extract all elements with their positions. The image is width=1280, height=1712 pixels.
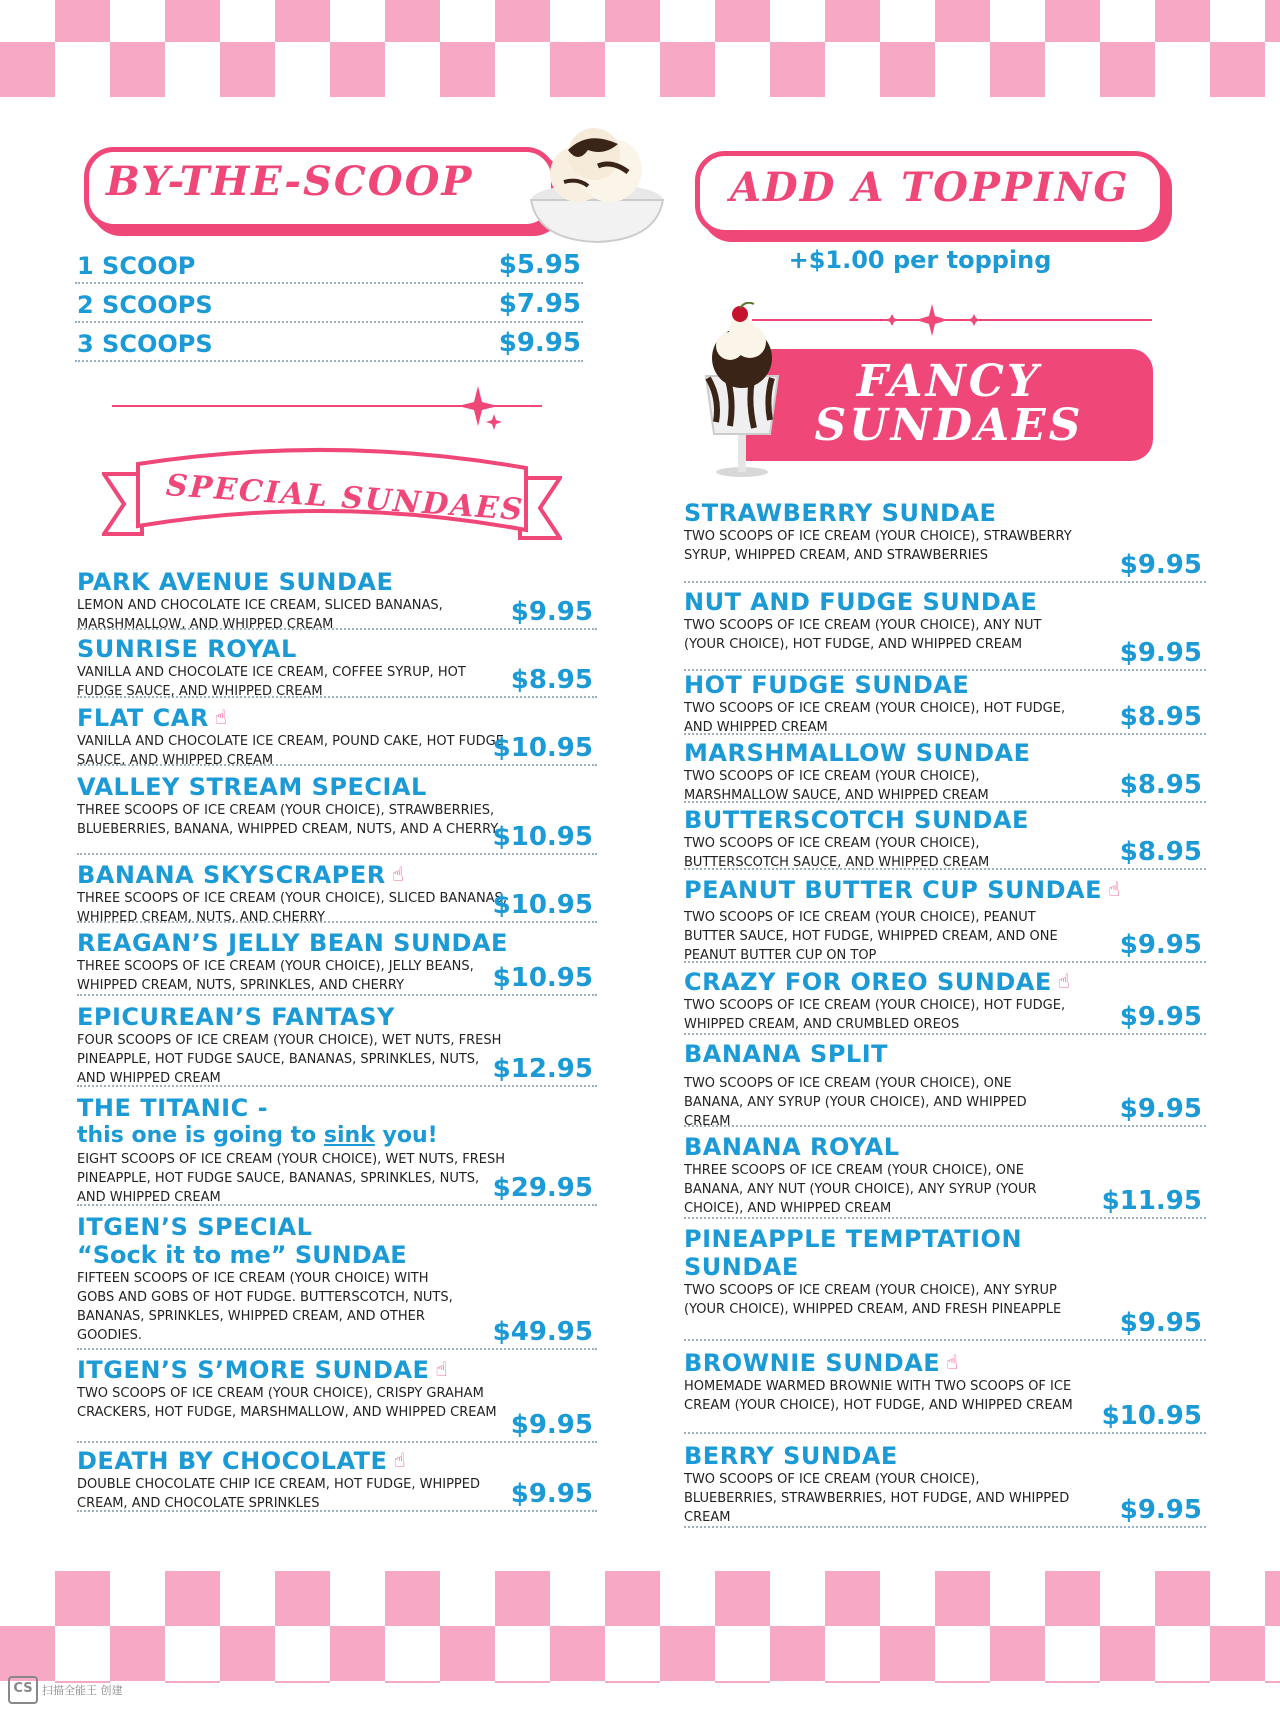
item-price: $9.95 (1119, 1495, 1202, 1525)
item-name: MARSHMALLOW SUNDAE (684, 739, 1031, 767)
item-desc: TWO SCOOPS OF ICE CREAM (YOUR CHOICE), HOT FUDGE, WHIPPED CREAM, AND CRUMBLED OREOS (684, 998, 1066, 1032)
scanner-watermark: 扫描全能王 创建 (42, 1684, 123, 1697)
hand-thumbs-up-icon: ☝ (1107, 877, 1121, 901)
item-desc: TWO SCOOPS OF ICE CREAM (YOUR CHOICE), ANY NUT (YOUR CHOICE), HOT FUDGE, AND WHIPPED CREAM (684, 618, 1042, 652)
item-price: $8.95 (510, 665, 593, 695)
item-price: $9.95 (1119, 1002, 1202, 1032)
item-desc: TWO SCOOPS OF ICE CREAM (YOUR CHOICE), CRISPY GRAHAM CRACKERS, HOT FUDGE, MARSHMALLOW, AND WHIPPED CREAM (77, 1386, 497, 1420)
checker-border-top (0, 0, 1280, 97)
item-price: $49.95 (492, 1317, 593, 1347)
item-price: $9.95 (510, 1410, 593, 1440)
scanner-badge: CS (8, 1676, 38, 1704)
menu-item-hot-fudge (684, 671, 1206, 735)
item-desc: THREE SCOOPS OF ICE CREAM (YOUR CHOICE), STRAWBERRIES, BLUEBERRIES, BANANA, WHIPPED CREAM, NUTS, AND A CHERRY (77, 803, 499, 837)
item-name: PINEAPPLE TEMPTATION (684, 1225, 1023, 1253)
hand-thumbs-up-icon: ☝ (946, 1350, 959, 1374)
item-price: $10.95 (492, 733, 593, 763)
hand-thumbs-up-icon: ☝ (214, 705, 228, 729)
item-price: $10.95 (492, 963, 593, 993)
sparkle-icon (968, 314, 980, 326)
item-desc: THREE SCOOPS OF ICE CREAM (YOUR CHOICE), JELLY BEANS, WHIPPED CREAM, NUTS, SPRINKLES, AND CHERRY (77, 959, 474, 993)
item-desc: TWO SCOOPS OF ICE CREAM (YOUR CHOICE), ONE BANANA, ANY SYRUP (YOUR CHOICE), AND WHIPPED CREAM (684, 1076, 1027, 1129)
menu-item-peanut-butter-cup (684, 875, 1206, 963)
menu-item-strawberry-sundae (684, 499, 1206, 583)
menu-item-brownie-sundae (684, 1348, 1206, 1434)
item-desc: VANILLA AND CHOCOLATE ICE CREAM, POUND CAKE, HOT FUDGE SAUCE, AND WHIPPED CREAM (77, 734, 504, 768)
item-name: BROWNIE SUNDAE (684, 1349, 941, 1377)
hand-thumbs-up-icon: ☝ (1057, 969, 1071, 993)
fancy-sundaes-title-line1: FANCY (856, 356, 1042, 407)
item-price: $9.95 (1119, 550, 1202, 580)
menu-item-banana-split (684, 1040, 1206, 1127)
menu-item-nut-and-fudge (684, 588, 1206, 671)
item-desc: TWO SCOOPS OF ICE CREAM (YOUR CHOICE), ANY SYRUP (YOUR CHOICE), WHIPPED CREAM, AND FRESH PINEAPPLE (684, 1283, 1062, 1317)
scoop-price: $5.95 (498, 250, 581, 280)
menu-item-valley-stream (77, 773, 597, 855)
menu-item-berry-sundae (684, 1442, 1206, 1528)
item-price: $9.95 (510, 597, 593, 627)
scoop-row (75, 326, 583, 362)
item-subtitle: this one is going to (77, 1123, 324, 1148)
item-desc: THREE SCOOPS OF ICE CREAM (YOUR CHOICE), SLICED BANANAS, WHIPPED CREAM, NUTS, AND CHERRY (77, 891, 507, 925)
item-name: ITGEN’S SPECIAL (77, 1213, 313, 1241)
menu-item-flat-car (77, 703, 597, 766)
menu-item-park-avenue (77, 568, 597, 630)
item-desc: FIFTEEN SCOOPS OF ICE CREAM (YOUR CHOICE) WITH GOBS AND GOBS OF HOT FUDGE. BUTTERSCOTCH, NUTS, BANANAS, SPRINKLES, WHIPPED CREAM, AND OTHER GOODIES. (77, 1271, 453, 1343)
item-desc: DOUBLE CHOCOLATE CHIP ICE CREAM, HOT FUDGE, WHIPPED CREAM, AND CHOCOLATE SPRINKLES (77, 1477, 480, 1511)
item-desc: TWO SCOOPS OF ICE CREAM (YOUR CHOICE), STRAWBERRY SYRUP, WHIPPED CREAM, AND STRAWBERRIES (684, 529, 1072, 563)
item-price: $10.95 (492, 890, 593, 920)
item-name: THE TITANIC - (77, 1094, 269, 1122)
item-name: BUTTERSCOTCH SUNDAE (684, 806, 1029, 834)
menu-item-the-titanic (77, 1094, 597, 1206)
item-desc: VANILLA AND CHOCOLATE ICE CREAM, COFFEE SYRUP, HOT FUDGE SAUCE, AND WHIPPED CREAM (77, 665, 466, 699)
item-price: $12.95 (492, 1054, 593, 1084)
item-desc: THREE SCOOPS OF ICE CREAM (YOUR CHOICE), ONE BANANA, ANY NUT (YOUR CHOICE), ANY SYRUP (YOUR CHOICE), AND WHIPPED CREAM (684, 1163, 1037, 1216)
sparkle-divider (112, 384, 542, 432)
scoop-price: $7.95 (498, 289, 581, 319)
scoop-price: $9.95 (498, 328, 581, 358)
scoop-row (75, 248, 583, 284)
hand-thumbs-up-icon: ☝ (435, 1357, 449, 1381)
item-name: BERRY SUNDAE (684, 1442, 898, 1470)
scoop-label: 1 SCOOP (77, 252, 196, 280)
item-desc: TWO SCOOPS OF ICE CREAM (YOUR CHOICE), MARSHMALLOW SAUCE, AND WHIPPED CREAM (684, 769, 989, 803)
item-name: CRAZY FOR OREO SUNDAE (684, 968, 1052, 996)
item-desc: TWO SCOOPS OF ICE CREAM (YOUR CHOICE), BUTTERSCOTCH SAUCE, AND WHIPPED CREAM (684, 836, 990, 870)
item-name: BANANA SKYSCRAPER (77, 861, 386, 889)
item-name: VALLEY STREAM SPECIAL (77, 773, 427, 801)
by-the-scoop-title: BY-THE-SCOOP (106, 158, 474, 205)
sundae-glass-icon (700, 302, 784, 478)
item-price: $9.95 (510, 1479, 593, 1509)
item-desc: EIGHT SCOOPS OF ICE CREAM (YOUR CHOICE), WET NUTS, FRESH PINEAPPLE, HOT FUDGE SAUCE, BANANAS, SPRINKLES, NUTS, AND WHIPPED CREAM (77, 1152, 506, 1205)
menu-item-itgens-special (77, 1213, 597, 1350)
item-name: HOT FUDGE SUNDAE (684, 671, 970, 699)
item-name: NUT AND FUDGE SUNDAE (684, 588, 1038, 616)
item-name: ITGEN’S S’MORE SUNDAE (77, 1356, 430, 1384)
item-name: SUNRISE ROYAL (77, 635, 297, 663)
hand-thumbs-up-icon: ☝ (393, 1448, 407, 1472)
item-name: EPICUREAN’S FANTASY (77, 1003, 395, 1031)
item-price: $11.95 (1101, 1186, 1202, 1216)
menu-item-epicureans-fantasy (77, 1003, 597, 1087)
menu-item-banana-royal (684, 1133, 1206, 1219)
menu-item-death-by-chocolate (77, 1446, 597, 1512)
item-desc: TWO SCOOPS OF ICE CREAM (YOUR CHOICE), BLUEBERRIES, STRAWBERRIES, HOT FUDGE, AND WHIPPED CREAM (684, 1472, 1070, 1525)
item-desc: TWO SCOOPS OF ICE CREAM (YOUR CHOICE), HOT FUDGE, AND WHIPPED CREAM (684, 701, 1066, 735)
sparkle-divider (752, 302, 1152, 338)
add-a-topping-title: ADD A TOPPING (730, 164, 1130, 211)
item-price: $9.95 (1119, 638, 1202, 668)
topping-price-note: +$1.00 per topping (788, 246, 1052, 274)
item-price: $9.95 (1119, 1308, 1202, 1338)
item-price: $9.95 (1119, 930, 1202, 960)
scoop-label: 2 SCOOPS (77, 291, 213, 319)
item-name: FLAT CAR (77, 704, 209, 732)
menu-item-pineapple-temptation (684, 1225, 1206, 1341)
menu-item-sunrise-royal (77, 635, 597, 698)
hand-thumbs-up-icon: ☝ (391, 862, 405, 886)
item-name-line2: SUNDAE (684, 1253, 799, 1281)
item-price: $8.95 (1119, 837, 1202, 867)
sparkle-icon (916, 304, 948, 336)
item-name: PARK AVENUE SUNDAE (77, 568, 394, 596)
menu-item-butterscotch (684, 806, 1206, 870)
item-desc: TWO SCOOPS OF ICE CREAM (YOUR CHOICE), PEANUT BUTTER SAUCE, HOT FUDGE, WHIPPED CREAM, AND ONE PEANUT BUTTER CUP ON TOP (684, 910, 1058, 963)
item-desc: HOMEMADE WARMED BROWNIE WITH TWO SCOOPS OF ICE CREAM (YOUR CHOICE), HOT FUDGE, AND WHIPPED CREAM (684, 1379, 1073, 1413)
item-price: $10.95 (1101, 1401, 1202, 1431)
item-name: STRAWBERRY SUNDAE (684, 499, 997, 527)
checker-border-bottom (0, 1571, 1280, 1683)
item-name: REAGAN’S JELLY BEAN SUNDAE (77, 929, 508, 957)
sparkle-icon (486, 414, 502, 430)
special-sundaes-title: SPECIAL SUNDAES (164, 468, 526, 528)
menu-item-itgens-smore (77, 1355, 597, 1443)
menu-item-reagans-jelly-bean (77, 929, 597, 996)
item-subtitle-emphasis: sink (323, 1123, 375, 1148)
item-price: $29.95 (492, 1173, 593, 1203)
item-desc: LEMON AND CHOCOLATE ICE CREAM, SLICED BANANAS, MARSHMALLOW, AND WHIPPED CREAM (77, 598, 443, 632)
item-name: PEANUT BUTTER CUP SUNDAE (684, 876, 1102, 904)
ice-cream-bowl-icon (528, 120, 666, 244)
menu-item-crazy-for-oreo (684, 967, 1206, 1035)
menu-item-banana-skyscraper (77, 860, 597, 923)
item-price: $10.95 (492, 822, 593, 852)
scoop-row (75, 287, 583, 323)
item-name: BANANA ROYAL (684, 1133, 900, 1161)
item-price: $8.95 (1119, 702, 1202, 732)
item-desc: FOUR SCOOPS OF ICE CREAM (YOUR CHOICE), WET NUTS, FRESH PINEAPPLE, HOT FUDGE SAUCE, BANANAS, SPRINKLES, NUTS, AND WHIPPED CREAM (77, 1033, 502, 1086)
item-subtitle: “Sock it to me” SUNDAE (77, 1241, 407, 1269)
menu-item-marshmallow (684, 739, 1206, 803)
item-name: BANANA SPLIT (684, 1040, 889, 1068)
item-subtitle-end: you! (374, 1123, 438, 1148)
scoop-label: 3 SCOOPS (77, 330, 213, 358)
fancy-sundaes-title-line2: SUNDAES (814, 400, 1084, 451)
item-price: $8.95 (1119, 770, 1202, 800)
item-price: $9.95 (1119, 1094, 1202, 1124)
sparkle-icon (886, 314, 898, 326)
item-name: DEATH BY CHOCOLATE (77, 1447, 388, 1475)
